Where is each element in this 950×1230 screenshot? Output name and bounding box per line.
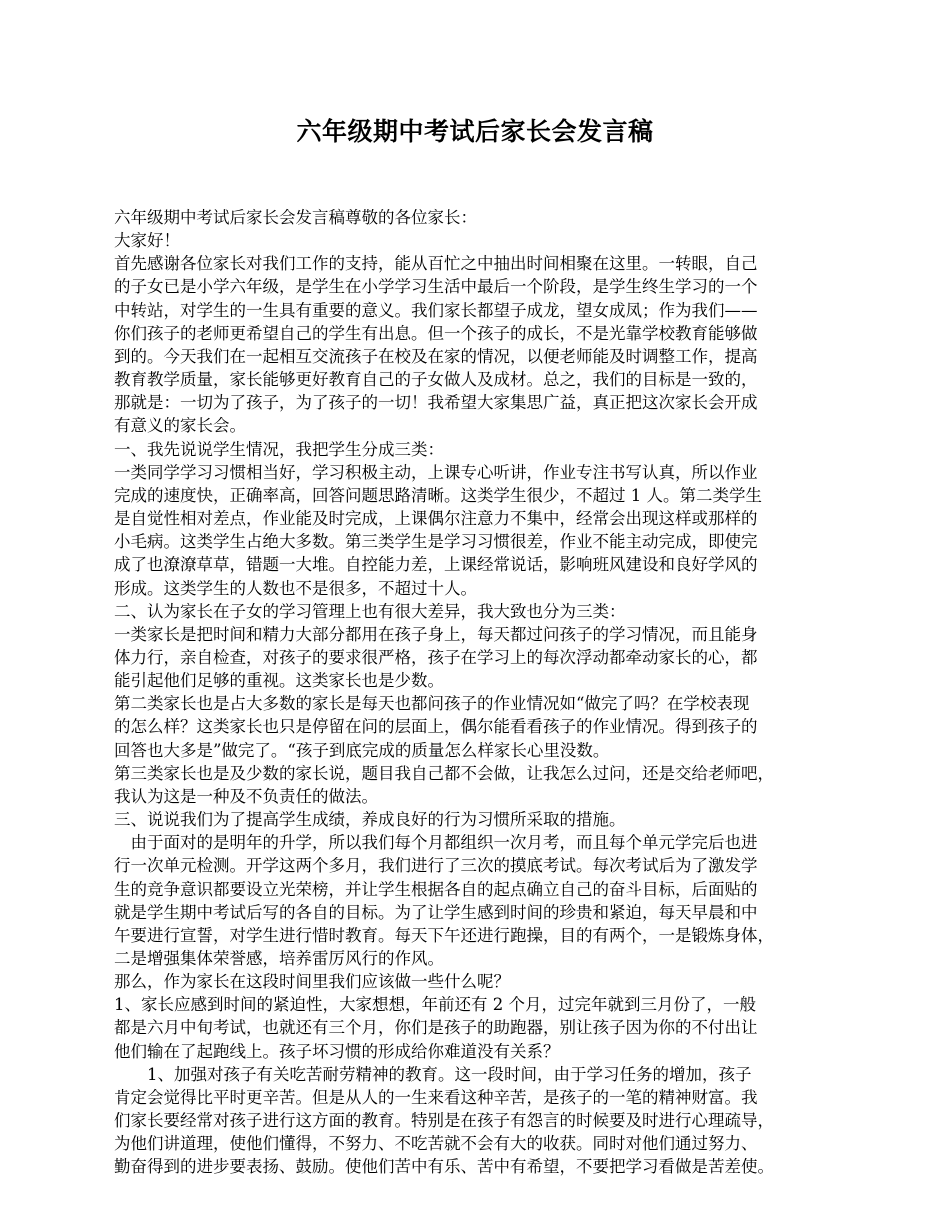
text-line: 肯定会觉得比平时更辛苦。但是从人的一生来看这种辛苦，是孩子的一笔的精神财富。我 <box>114 1087 758 1107</box>
text-line: 一类同学学习习惯相当好，学习积极主动，上课专心听讲，作业专注书写认真，所以作业 <box>114 462 758 482</box>
text-line: 二是增强集体荣誉感，培养雷厉风行的作风。 <box>114 949 444 968</box>
text-line: 你们孩子的老师更希望自己的学生有出息。但一个孩子的成长，不是光靠学校教育能够做 <box>114 323 758 343</box>
text-line: 完成的速度快，正确率高，回答问题思路清晰。这类学生很少，不超过 1 人。第二类学生 <box>114 485 762 505</box>
text-line: 由于面对的是明年的升学，所以我们每个月都组织一次月考，而且每个单元学完后也进 <box>114 833 758 853</box>
text-line: 一类家长是把时间和精力大部分都用在孩子身上，每天都过问孩子的学习情况，而且能身 <box>114 624 758 644</box>
text-line: 一、我先说说学生情况，我把学生分成三类： <box>114 439 444 459</box>
text-line: 能引起他们足够的重视。这类家长也是少数。 <box>114 671 444 691</box>
text-line: 那么，作为家长在这段时间里我们应该做一些什么呢？ <box>114 972 510 992</box>
text-line: 的怎么样？这类家长也只是停留在问的层面上，偶尔能看看孩子的作业情况。得到孩子的 <box>114 717 758 737</box>
text-line: 回答也大多是”做完了。“孩子到底完成的质量怎么样家长心里没数。 <box>114 740 610 760</box>
text-line: 到的。今天我们在一起相互交流孩子在校及在家的情况，以便老师能及时调整工作，提高 <box>114 346 758 366</box>
text-line: 中转站，对学生的一生具有重要的意义。我们家长都望子成龙，望女成凤；作为我们—— <box>114 300 758 320</box>
text-line: 三、说说我们为了提高学生成绩，养成良好的行为习惯所采取的措施。 <box>114 810 626 830</box>
text-line: 他们输在了起跑线上。孩子坏习惯的形成给你难道没有关系？ <box>114 1041 560 1061</box>
text-line: 第三类家长也是及少数的家长说，题目我自己都不会做，让我怎么过问，还是交给老师吧， <box>114 763 774 783</box>
text-line: 都是六月中旬考试，也就还有三个月，你们是孩子的助跑器，别让孩子因为你的不付出让 <box>114 1018 758 1038</box>
text-line: 为他们讲道理，使他们懂得，不努力、不吃苦就不会有大的收获。同时对他们通过努力、 <box>114 1134 758 1154</box>
page-title: 六年级期中考试后家长会发言稿 <box>296 117 654 146</box>
text-line: 有意义的家长会。 <box>114 416 246 436</box>
text-line: 我认为这是一种及不负责任的做法。 <box>114 786 378 806</box>
text-line: 成了也潦潦草草，错题一大堆。自控能力差，上课经常说话，影响班风建设和良好学风的 <box>114 555 758 575</box>
text-line: 是自觉性相对差点，作业能及时完成，上课偶尔注意力不集中，经常会出现这样或那样的 <box>114 509 758 529</box>
text-line: 们家长要经常对孩子进行这方面的教育。特别是在孩子有怨言的时候要及时进行心理疏导， <box>114 1111 774 1131</box>
text-line: 教育教学质量，家长能够更好教育自己的子女做人及成材。总之，我们的目标是一致的， <box>114 370 758 390</box>
text-line: 午要进行宣誓，对学生进行惜时教育。每天下午还进行跑操，目的有两个，一是锻炼身体， <box>114 925 774 945</box>
text-line: 形成。这类学生的人数也不是很多，不超过十人。 <box>114 578 477 598</box>
document-body <box>114 206 858 1179</box>
text-line: 第二类家长也是占大多数的家长是每天也都问孩子的作业情况如“做完了吗？在学校表现 <box>114 694 750 714</box>
text-line: 1、加强对孩子有关吃苦耐劳精神的教育。这一段时间，由于学习任务的增加，孩子 <box>114 1064 752 1084</box>
text-line: 小毛病。这类学生占绝大多数。第三类学生是学习习惯很差，作业不能主动完成，即使完 <box>114 532 758 552</box>
text-line: 体力行，亲自检查，对孩子的要求很严格，孩子在学习上的每次浮动都牵动家长的心，都 <box>114 647 758 667</box>
text-line: 勤奋得到的进步要表扬、鼓励。使他们苦中有乐、苦中有希望，不要把学习看做是苦差使。 <box>114 1157 774 1177</box>
text-line: 那就是：一切为了孩子，为了孩子的一切！我希望大家集思广益，真正把这次家长会开成 <box>114 393 758 413</box>
text-line: 就是学生期中考试后写的各自的目标。为了让学生感到时间的珍贵和紧迫，每天早晨和中 <box>114 902 758 922</box>
text-line: 大家好！ <box>114 231 180 251</box>
text-line: 1、家长应感到时间的紧迫性，大家想想，年前还有 2 个月，过完年就到三月份了，一般 <box>114 995 756 1015</box>
text-line: 二、认为家长在子女的学习管理上也有很大差异，我大致也分为三类： <box>114 601 626 621</box>
text-line: 生的竞争意识都要设立光荣榜，并让学生根据各自的起点确立自己的奋斗目标，后面贴的 <box>114 879 758 899</box>
text-line: 行一次单元检测。开学这两个多月，我们进行了三次的摸底考试。每次考试后为了激发学 <box>114 856 758 876</box>
text-line: 首先感谢各位家长对我们工作的支持，能从百忙之中抽出时间相聚在这里。一转眼，自己 <box>114 254 758 274</box>
text-line: 的子女已是小学六年级，是学生在小学学习生活中最后一个阶段，是学生终生学习的一个 <box>114 277 758 297</box>
text-line: 六年级期中考试后家长会发言稿尊敬的各位家长： <box>114 208 477 227</box>
